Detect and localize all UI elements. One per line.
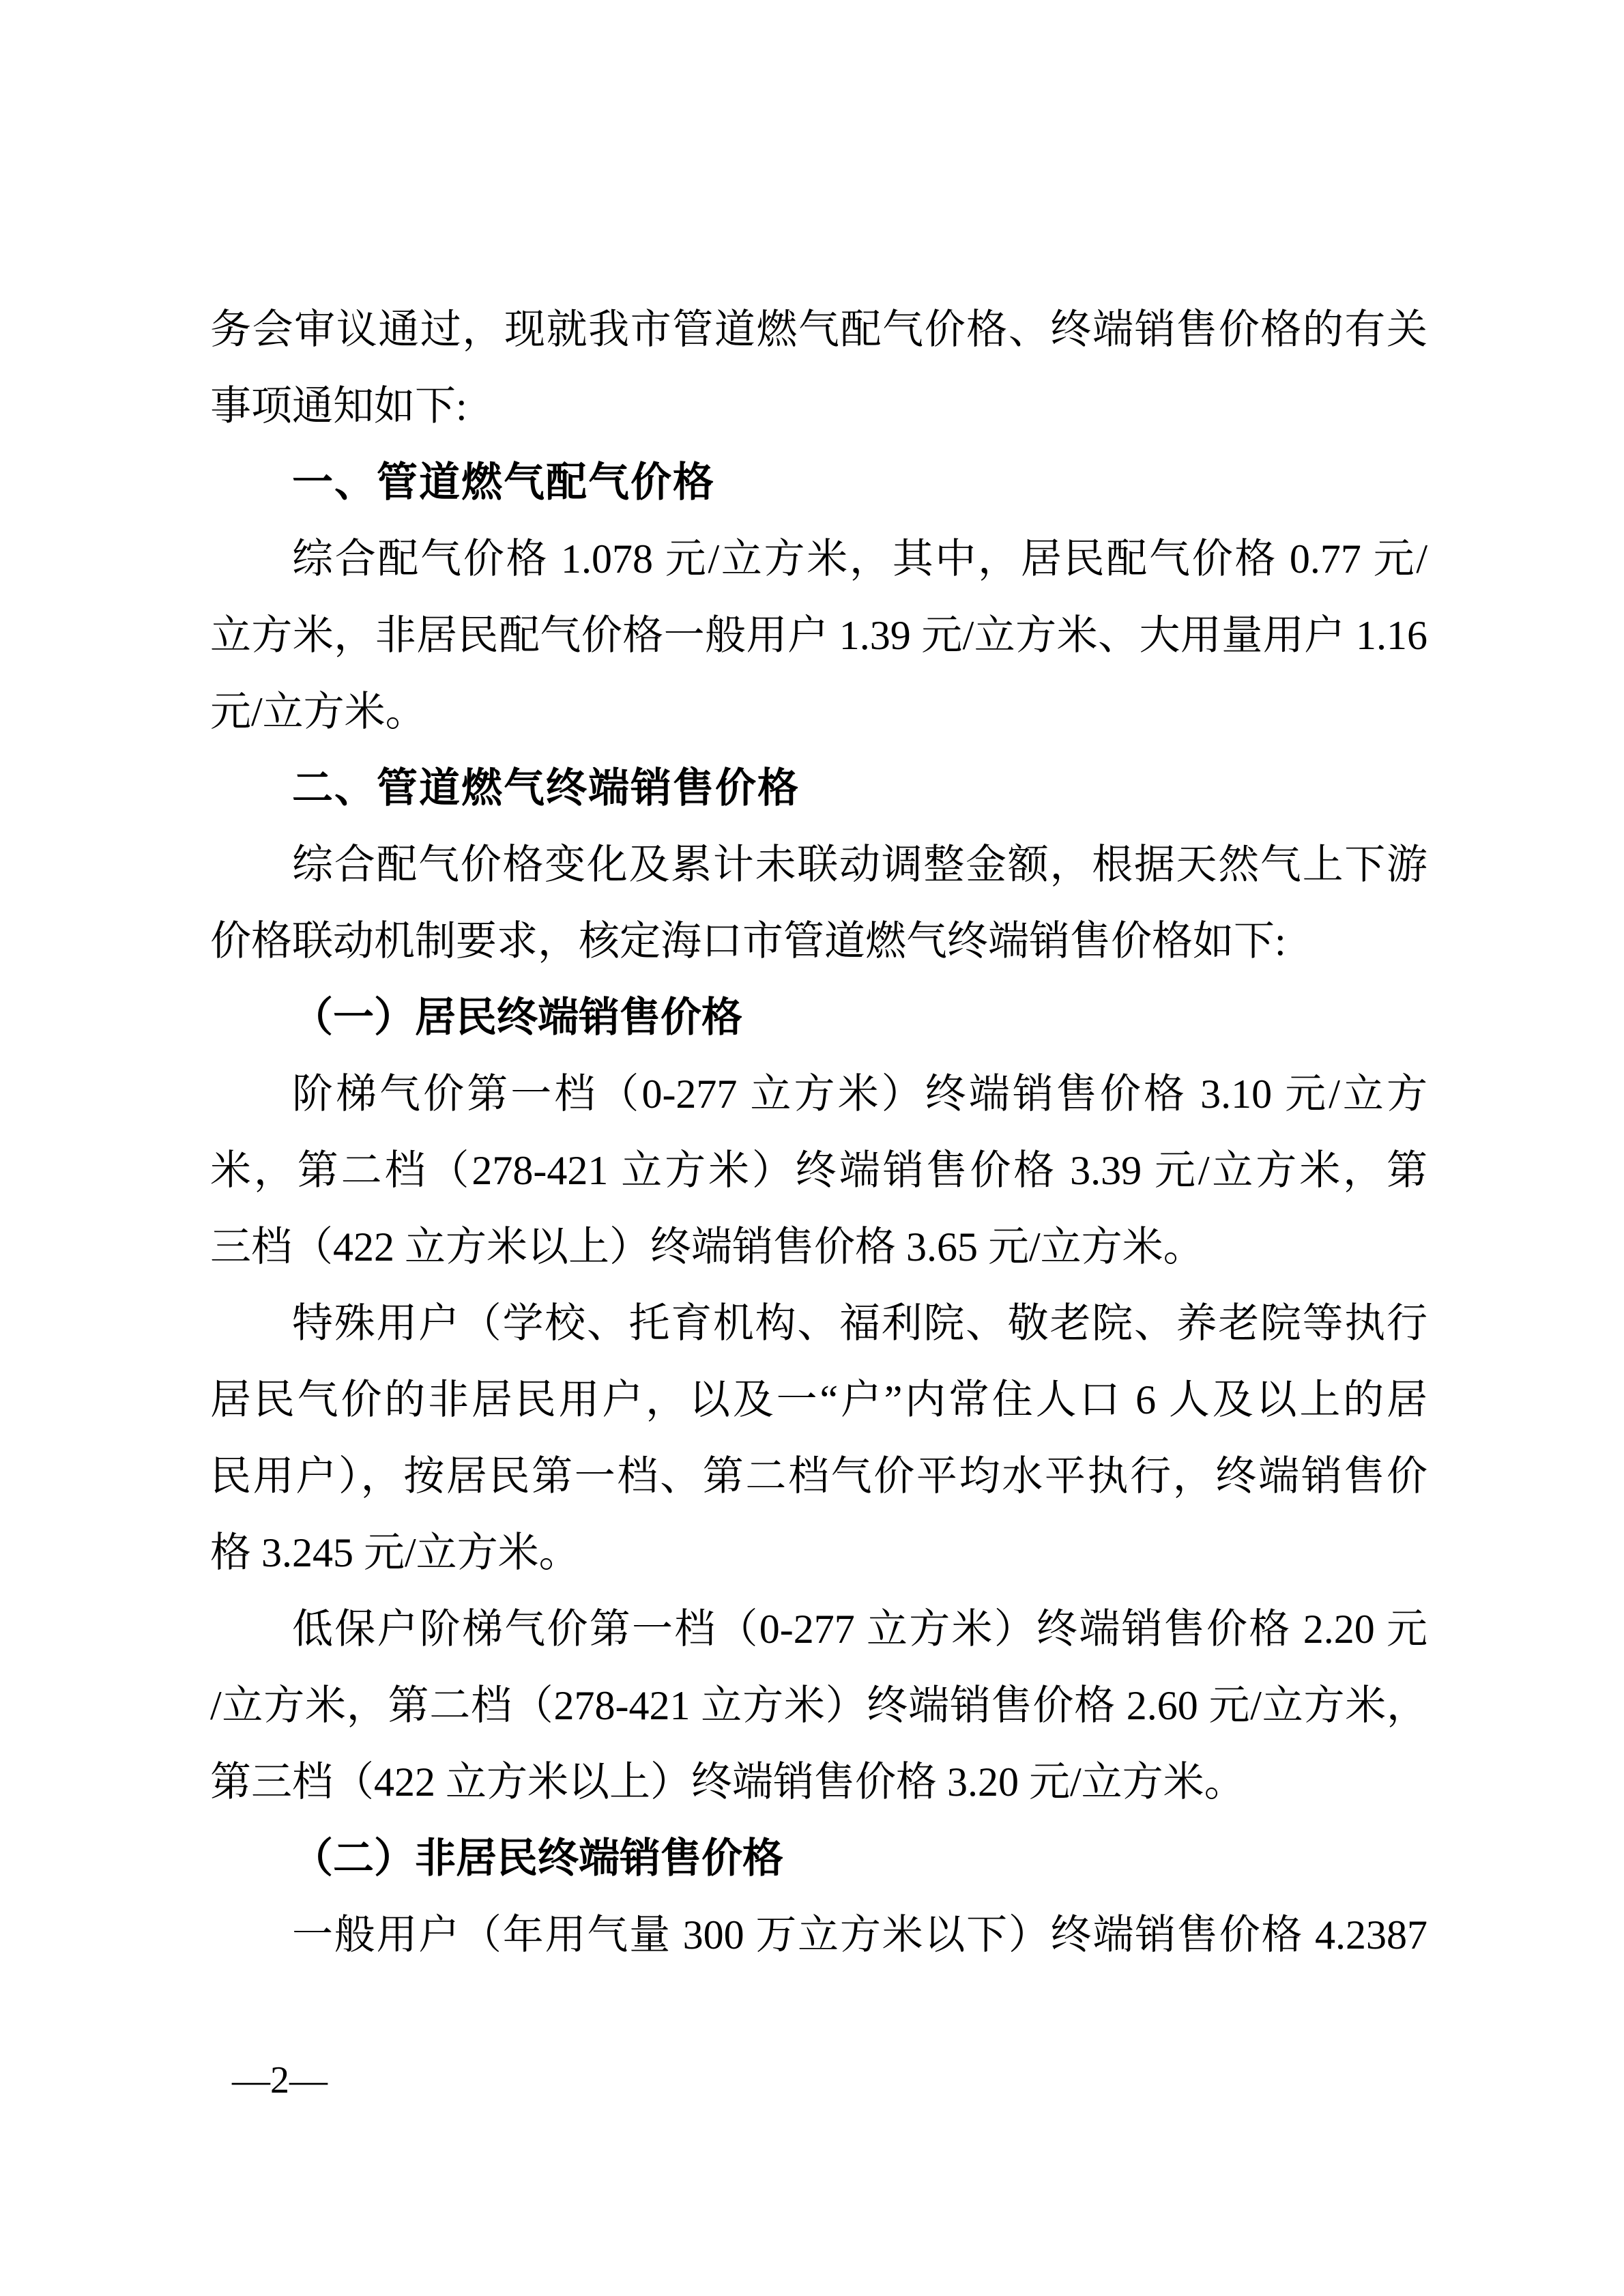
text-line: 综合配气价格变化及累计未联动调整金额，根据天然气上下游 [292, 842, 1427, 887]
text-line: 格 3.245 元/立方米。 [210, 1530, 580, 1575]
text-line: 二、管道燃气终端销售价格 [292, 765, 800, 811]
text-line: 居民气价的非居民用户，以及一“户”内常住人口 6 人及以上的居 [210, 1377, 1427, 1422]
text-line: 低保户阶梯气价第一档（0-277 立方米）终端销售价格 2.20 元 [292, 1607, 1427, 1652]
text-line: 米，第二档（278-421 立方米）终端销售价格 3.39 元/立方米，第 [210, 1148, 1427, 1193]
text-line: 第三档（422 立方米以上）终端销售价格 3.20 元/立方米。 [210, 1760, 1245, 1805]
text-line: 务会审议通过，现就我市管道燃气配气价格、终端销售价格的有关 [210, 307, 1427, 352]
text-line: 价格联动机制要求，核定海口市管道燃气终端销售价格如下: [210, 919, 1286, 964]
text-line: 元/立方米。 [210, 689, 426, 734]
text-line: （一）居民终端销售价格 [292, 995, 742, 1040]
text-line: 综合配气价格 1.078 元/立方米，其中，居民配气价格 0.77 元/ [292, 536, 1427, 582]
text-line: （二）非居民终端销售价格 [292, 1836, 783, 1881]
text-line: 三档（422 立方米以上）终端销售价格 3.65 元/立方米。 [210, 1224, 1204, 1269]
text-line: 民用户），按居民第一档、第二档气价平均水平执行，终端销售价 [210, 1454, 1427, 1499]
text-line: /立方米，第二档（278-421 立方米）终端销售价格 2.60 元/立方米， [210, 1683, 1427, 1728]
text-line: 一、管道燃气配气价格 [292, 459, 715, 505]
page-number: —2— [232, 2059, 328, 2101]
text-line: 立方米，非居民配气价格一般用户 1.39 元/立方米、大用量用户 1.16 [210, 613, 1427, 658]
text-line: 一般用户（年用气量 300 万立方米以下）终端销售价格 4.2387 [292, 1912, 1427, 1957]
text-line: 特殊用户（学校、托育机构、福利院、敬老院、养老院等执行 [292, 1301, 1427, 1346]
text-line: 事项通知如下: [210, 384, 467, 429]
text-line: 阶梯气价第一档（0-277 立方米）终端销售价格 3.10 元/立方 [292, 1072, 1427, 1117]
document-body [210, 291, 1427, 1973]
